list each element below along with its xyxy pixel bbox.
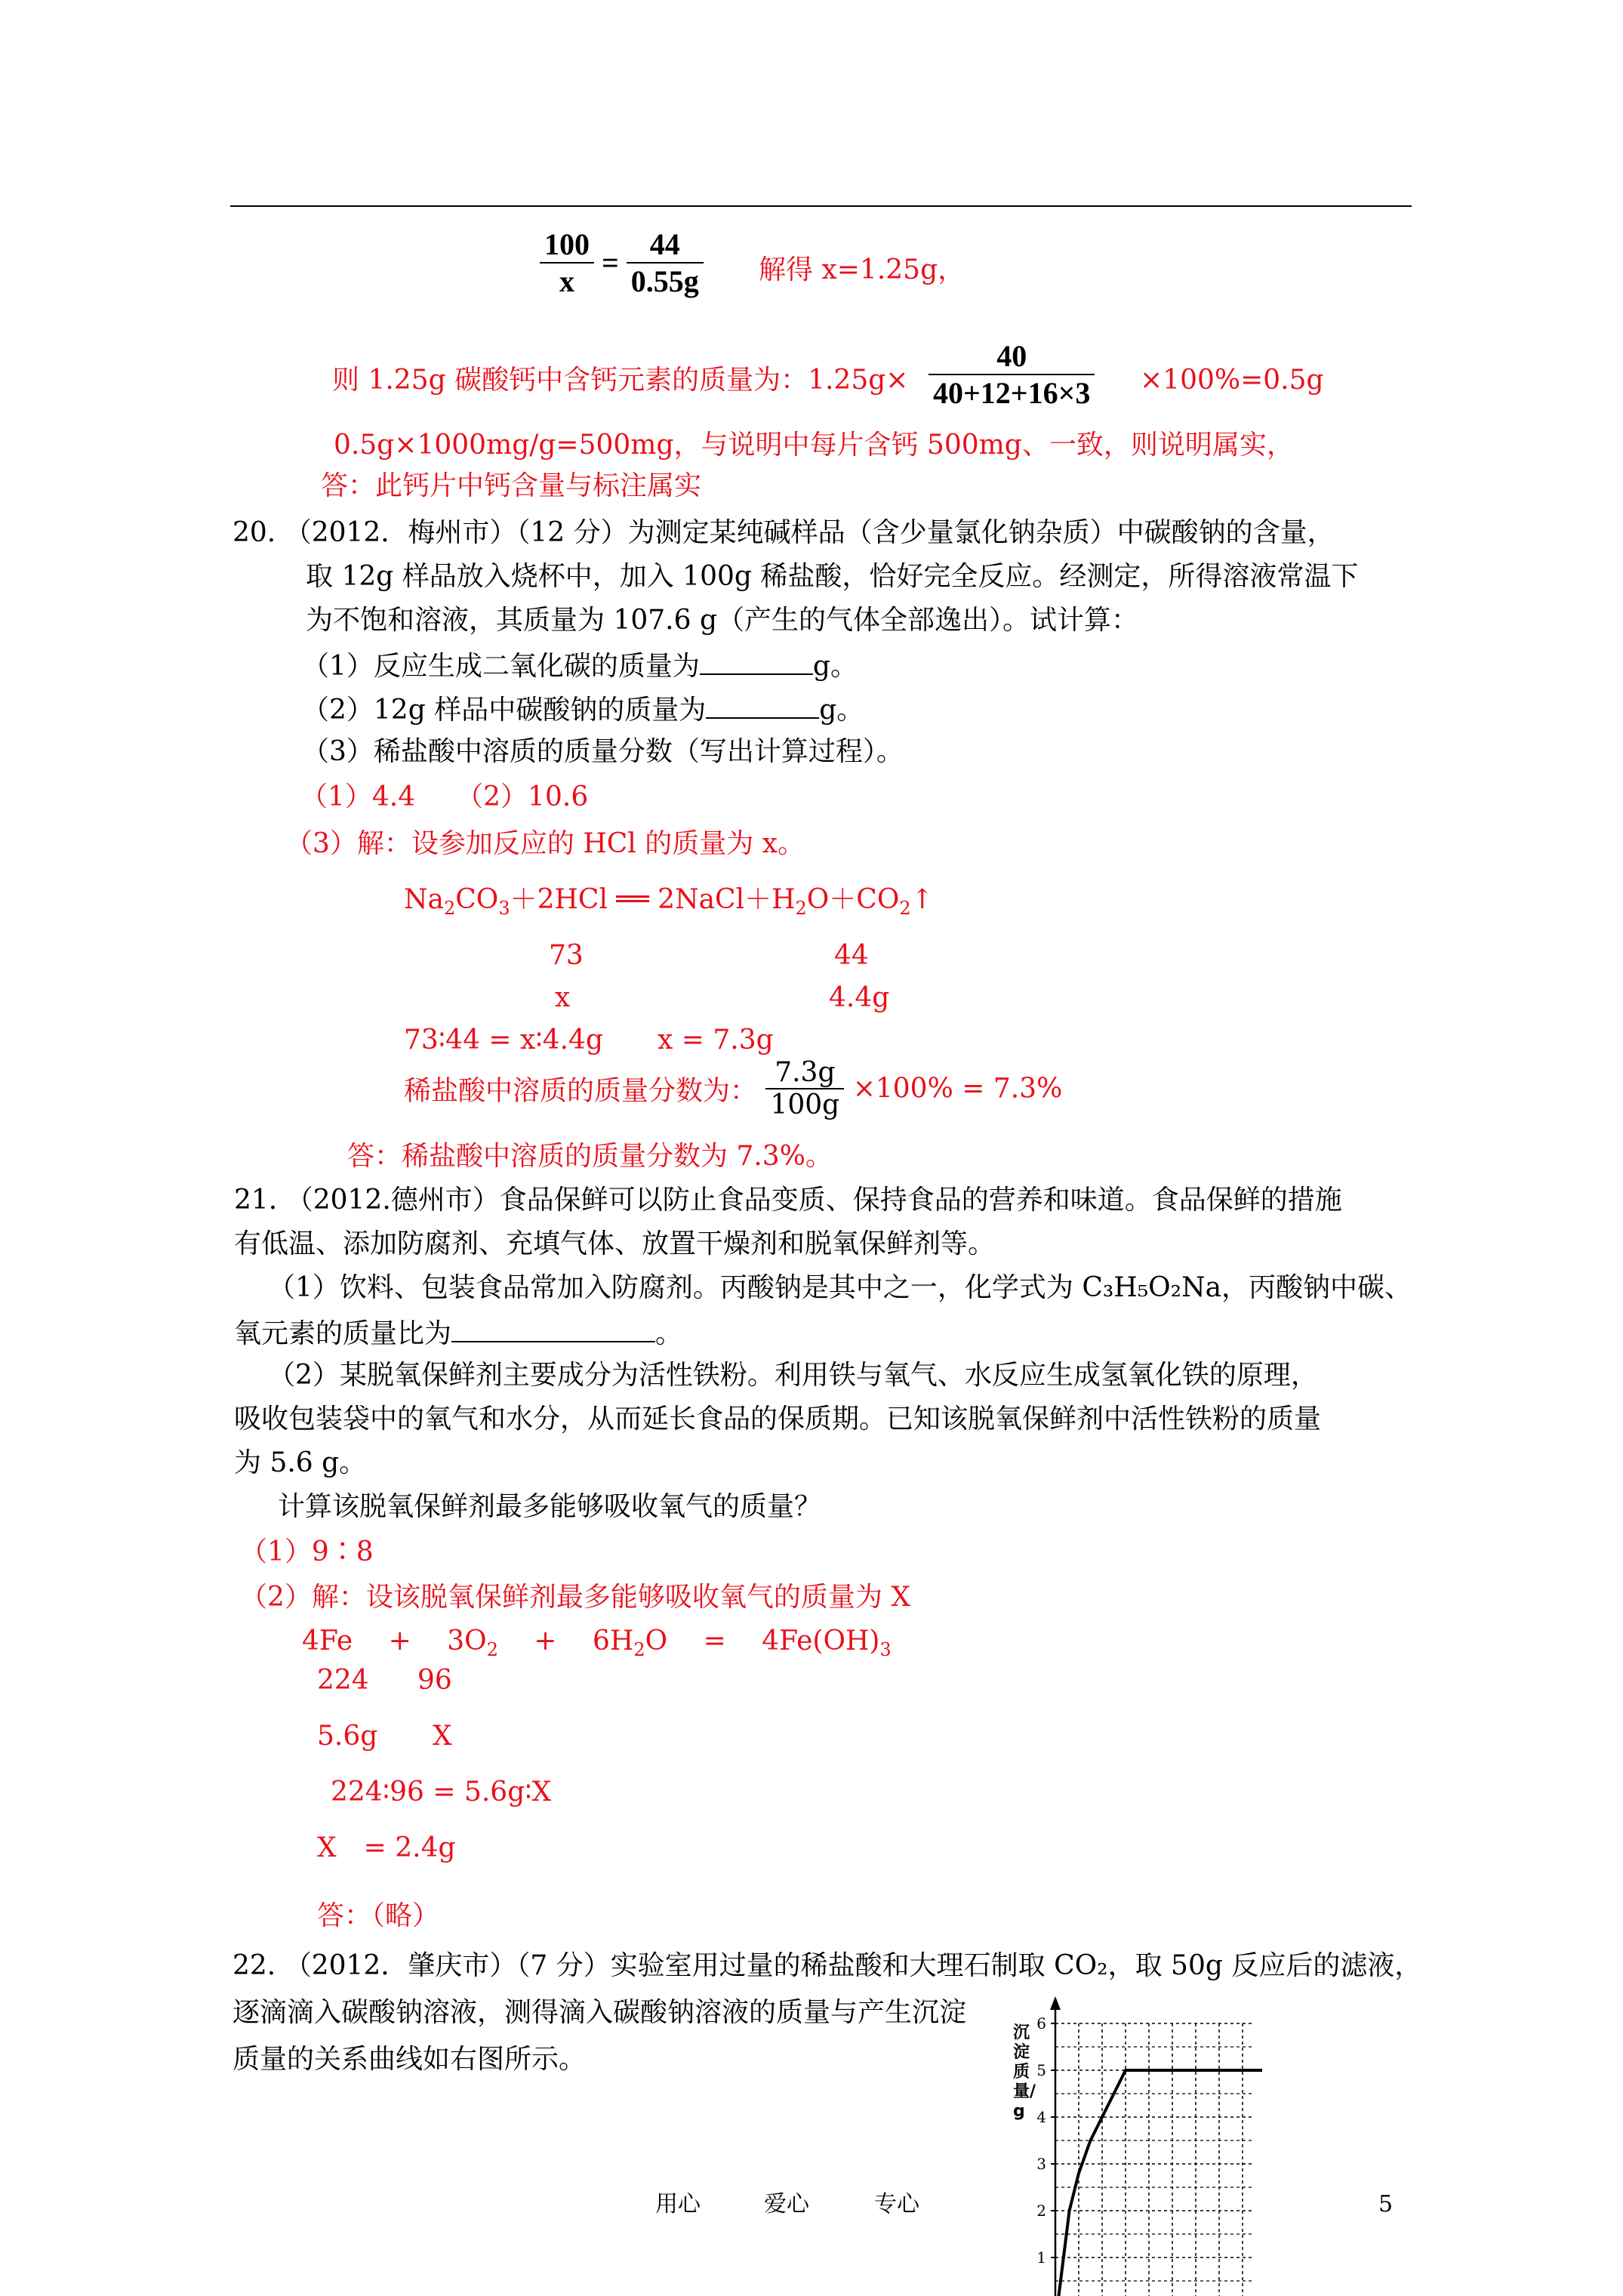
q21-line-1: 21. （2012.德州市）食品保鲜可以防止食品变质、保持食品的营养和味道。食品保鲜的措施 (234, 1185, 1342, 1216)
ratio-equation-21: 224∶96 = 5.6g∶X (331, 1777, 552, 1808)
conclusion-line: 0.5g×1000mg/g=500mg，与说明中每片含钙 500mg、一致，则说明属实， (334, 430, 1294, 461)
y-tick-label: 2 (1036, 2202, 1046, 2220)
equals-sign: = (602, 245, 619, 280)
fraction-denominator: x (559, 264, 574, 298)
q22-line-2: 逐滴滴入碳酸钠溶液，测得滴入碳酸钠溶液的质量与产生沉淀 (233, 1997, 967, 2028)
chemical-equation: $Na_2CO_3+2HCl$ ══ $2NaCl+H_2O+CO_2↑$ (404, 884, 934, 920)
fraction-numerator: 40 (929, 338, 1095, 375)
answer-blank[interactable] (700, 648, 813, 675)
answer-blank[interactable] (451, 1315, 655, 1342)
q22-line-3: 质量的关系曲线如右图所示。 (233, 2044, 587, 2075)
q20-part-2-text: （2）12g 样品中碳酸钠的质量为 (302, 695, 707, 726)
a21-part-1: （1）9∶8 (240, 1536, 374, 1567)
q20-part-3: （3）稀盐酸中溶质的质量分数（写出计算过程）。 (302, 736, 904, 767)
a21-part-2: （2）解：设该脱氧保鲜剂最多能够吸收氧气的质量为 X (240, 1582, 910, 1613)
q20-part-1 (302, 648, 858, 683)
y-axis-arrow (1050, 1996, 1061, 2010)
q21-line-3: （1）饮料、包装食品常加入防腐剂。丙酸钠是其中之一，化学式为 C₃H₅O₂Na，丙酸钠中碳、 (268, 1272, 1412, 1303)
y-tick-label: 3 (1036, 2155, 1046, 2173)
fraction-suffix: ×100% = 7.3% (852, 1073, 1063, 1105)
fraction-prefix: 稀盐酸中溶质的质量分数为： (404, 1075, 758, 1107)
footer-item-2: 爱心 (764, 2191, 809, 2217)
q20-line-3: 为不饱和溶液，其质量为 107.6 g（产生的气体全部逸出）。试计算： (306, 605, 1138, 636)
period-text: 。 (655, 1318, 683, 1349)
q21-line-6: 吸收包装袋中的氧气和水分，从而延长食品的保质期。已知该脱氧保鲜剂中活性铁粉的质量 (234, 1404, 1322, 1435)
solve-result: 解得 x=1.25g， (759, 254, 965, 285)
ratio-equation: 73∶44 = x∶4.4g x = 7.3g (404, 1025, 774, 1056)
unit-text: g。 (819, 695, 864, 726)
q21-line-2: 有低温、添加防腐剂、充填气体、放置干燥剂和脱氧保鲜剂等。 (234, 1228, 996, 1259)
y-tick-label: 4 (1036, 2108, 1046, 2126)
y-tick-label: 5 (1036, 2061, 1046, 2079)
header-rule (230, 205, 1412, 207)
y-axis-label: 沉淀质量/g (1013, 2023, 1036, 2121)
iron-equation: 4Fe + $3O_2$ + $6H_2O$ = $4Fe(OH)_3$ (302, 1626, 892, 1661)
q20-part-1-text: （1）反应生成二氧化碳的质量为 (302, 651, 700, 682)
molar-mass-fe: 224 (317, 1665, 369, 1696)
page-number: 5 (1378, 2191, 1394, 2217)
y-tick-label: 1 (1036, 2248, 1046, 2267)
fraction-numerator: 44 (627, 227, 704, 264)
calc-fraction (929, 338, 1095, 411)
answer-19: 答：此钙片中钙含量与标注属实 (321, 470, 702, 501)
fraction-denominator: 40+12+16×3 (933, 376, 1091, 410)
equation-ratio (540, 227, 704, 299)
q20-part-2 (302, 692, 864, 727)
unknown-X: X (433, 1721, 452, 1752)
mass-co2: 4.4g (829, 982, 890, 1013)
fraction-numerator: 100 (540, 227, 594, 264)
answer-blank[interactable] (706, 692, 819, 719)
q21-line-4 (234, 1315, 682, 1351)
answer-21: 答：（略） (317, 1900, 440, 1931)
q21-line-7: 为 5.6 g。 (234, 1447, 367, 1478)
y-tick-label: 6 (1036, 2014, 1046, 2032)
fraction-line (404, 1057, 1062, 1120)
answer-20: 答：稀盐酸中溶质的质量分数为 7.3%。 (347, 1141, 833, 1172)
fraction-denominator: 100g (770, 1089, 840, 1120)
calc-line-suffix: ×100%=0.5g (1140, 365, 1324, 396)
precipitate-chart (1004, 1993, 1276, 2296)
q22-line-1: 22. （2012．肇庆市）（7 分）实验室用过量的稀盐酸和大理石制取 CO₂，取 50g 反应后的滤液， (233, 1950, 1422, 1981)
chart-plot (1004, 1993, 1276, 2296)
q20-line-1: 20. （2012．梅州市）（12 分）为测定某纯碱样品（含少量氯化钠杂质）中碳酸钠的含量， (233, 517, 1335, 548)
q21-line-8: 计算该脱氧保鲜剂最多能够吸收氧气的质量？ (278, 1491, 822, 1522)
unknown-x: x (555, 982, 571, 1013)
fraction-denominator: 0.55g (630, 264, 699, 298)
a20-part-3: （3）解：设参加反应的 HCl 的质量为 x。 (285, 828, 805, 859)
molar-mass-o2: 96 (417, 1665, 452, 1696)
molar-mass-hcl: 73 (549, 940, 584, 971)
mass-fe: 5.6g (317, 1721, 378, 1752)
unit-text: g。 (812, 651, 858, 682)
molar-mass-co2: 44 (834, 940, 869, 971)
footer-item-1: 用心 (655, 2191, 701, 2217)
fraction-numerator: 7.3g (765, 1057, 844, 1089)
calc-line-text: 则 1.25g 碳酸钙中含钙元素的质量为：1.25g× (332, 365, 909, 396)
q20-line-2: 取 12g 样品放入烧杯中，加入 100g 稀盐酸，恰好完全反应。经测定，所得溶液常温下 (306, 561, 1359, 592)
a20-parts-1-2: （1）4.4 （2）10.6 (300, 781, 589, 812)
footer-item-3: 专心 (874, 2191, 919, 2217)
q21-line-5: （2）某脱氧保鲜剂主要成分为活性铁粉。利用铁与氧气、水反应生成氢氧化铁的原理， (268, 1360, 1318, 1391)
q21-line-4-text: 氧元素的质量比为 (234, 1318, 452, 1349)
result-21: X = 2.4g (317, 1832, 456, 1863)
